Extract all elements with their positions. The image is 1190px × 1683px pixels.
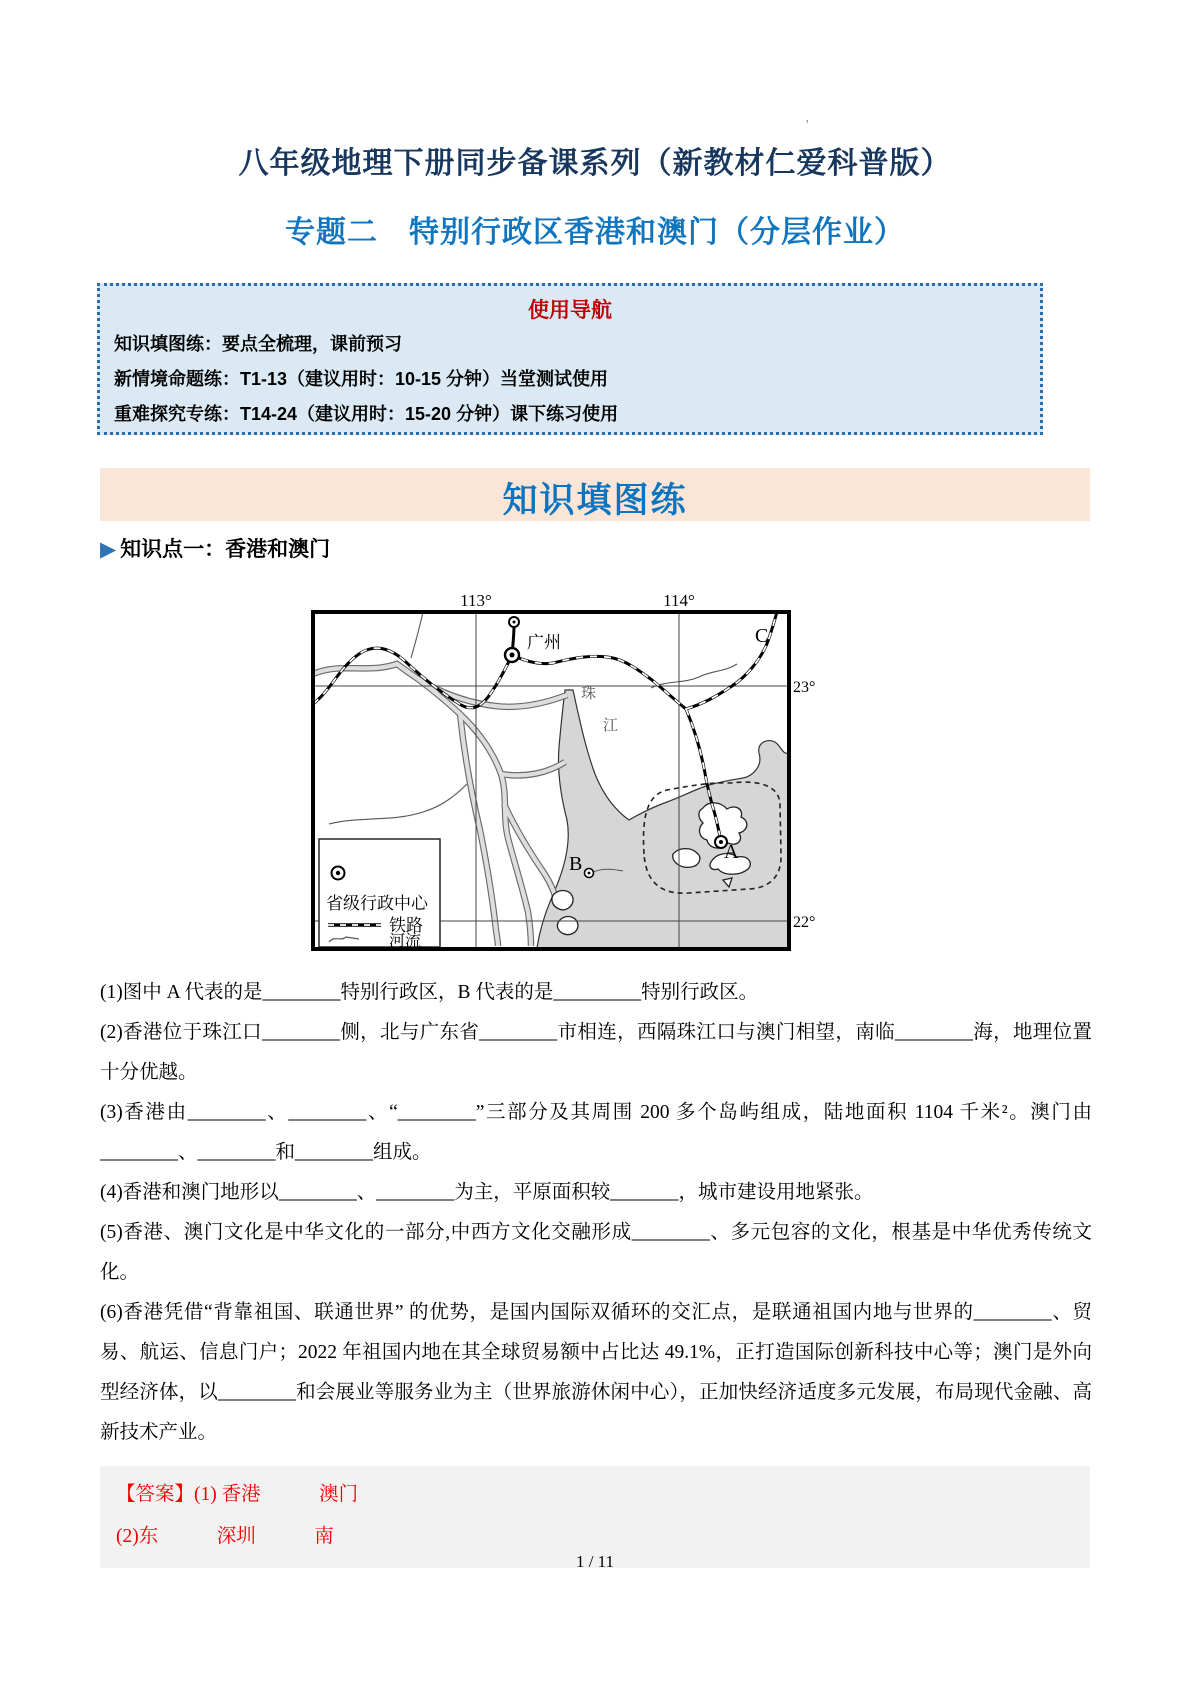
knowledge-point-heading xyxy=(100,533,330,563)
legend-capital-label: 省级行政中心 xyxy=(326,894,428,913)
fill-in-questions xyxy=(100,973,1092,1453)
page-title: 八年级地理下册同步备课系列（新教材仁爱科普版） xyxy=(238,147,952,180)
answer-line-2: (2)东 深圳 南 xyxy=(116,1526,334,1547)
lat-label-22: 22° xyxy=(793,914,816,931)
guangzhou-label: 广州 xyxy=(527,633,561,652)
legend-railway-label: 铁路 xyxy=(389,916,423,935)
usage-navigation-box xyxy=(97,283,1043,435)
legend-river-label: 河流 xyxy=(389,933,422,950)
section-banner xyxy=(100,468,1090,521)
knowledge-point-label: 知识点一：香港和澳门 xyxy=(120,538,331,561)
nav-line-2: 新情境命题练：T1-13（建议用时：10-15 分钟）当堂测试使用 xyxy=(114,369,609,389)
question-3: (3)香港由________、________、“________”三部分及其周围 200 多个岛屿组成，陆地面积 1104 千米²。澳门由________、________和________组成。 xyxy=(100,1102,1092,1163)
usage-navigation-title: 使用导航 xyxy=(528,299,612,322)
question-1: (1)图中 A 代表的是________特别行政区，B 代表的是_________特别行政区。 xyxy=(100,982,759,1003)
lat-label-23: 23° xyxy=(793,679,816,696)
map-legend xyxy=(319,839,440,950)
question-4: (4)香港和澳门地形以________、________为主，平原面积较_______，城市建设用地紧张。 xyxy=(100,1182,874,1203)
pearl-river-char-1: 珠 xyxy=(581,686,597,702)
lon-label-114: 114° xyxy=(663,592,695,610)
question-5: (5)香港、澳门文化是中华文化的一部分,中西方文化交融形成________、多元包容的文化，根基是中华优秀传统文化。 xyxy=(100,1222,1092,1283)
nav-line-1: 知识填图练：要点全梳理，课前预习 xyxy=(114,334,402,354)
pearl-river-delta-map xyxy=(311,592,841,957)
point-a-label: A xyxy=(724,841,739,863)
point-c-label: C xyxy=(755,625,769,647)
point-b-label: B xyxy=(569,853,583,875)
stray-mark: ' xyxy=(806,118,809,133)
nav-line-3: 重难探究专练：T14-24（建议用时：15-20 分钟）课下练习使用 xyxy=(114,404,619,424)
section-banner-label: 知识填图练 xyxy=(502,481,688,520)
triangle-bullet-icon: ▶ xyxy=(100,538,117,561)
map-figure xyxy=(311,592,841,957)
question-6: (6)香港凭借“背靠祖国、联通世界” 的优势，是国内国际双循环的交汇点，是联通祖国内地与世界的________、贸易、航运、信息门户；2022 年祖国内地在其全球贸易额中占比达 49.1%，正打造国际创新科技中心等；澳门是外向型经济体，以________和会展业等服务业为主（世界旅游休闲中心），正加快经济适度多元发展，布局现代金融、高新技术产业。 xyxy=(100,1302,1092,1443)
question-2: (2)香港位于珠江口________侧，北与广东省________市相连，西隔珠江口与澳门相望，南临________海，地理位置十分优越。 xyxy=(100,1022,1092,1083)
lon-label-113: 113° xyxy=(460,592,492,610)
page-subtitle: 专题二 特别行政区香港和澳门（分层作业） xyxy=(285,216,905,249)
answer-line-1: 【答案】(1) 香港 澳门 xyxy=(116,1484,359,1505)
pearl-river-char-2: 江 xyxy=(603,718,619,734)
sea-water-area xyxy=(537,690,788,948)
page-number: 1 / 11 xyxy=(575,1552,615,1571)
